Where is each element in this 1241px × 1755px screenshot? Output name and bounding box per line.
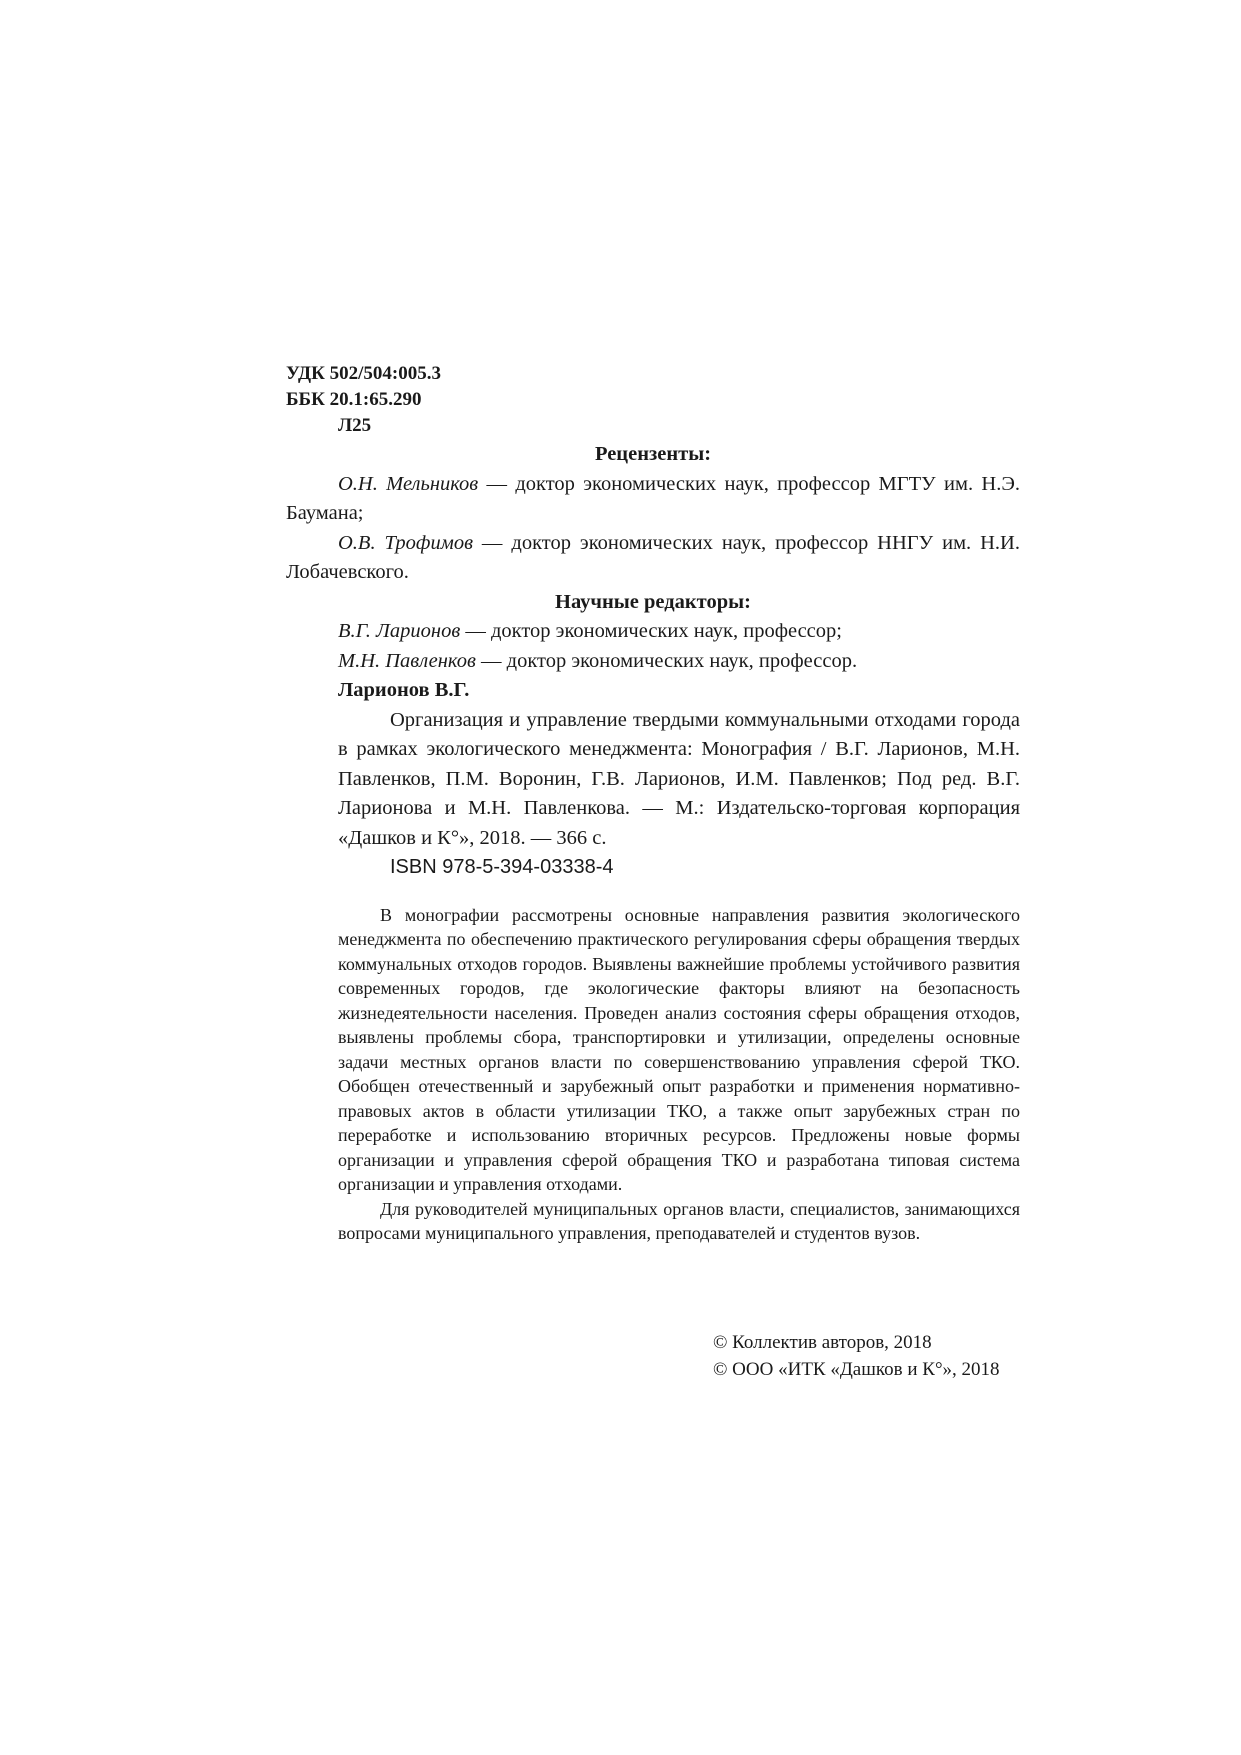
editor-name: В.Г. Ларионов [338, 620, 461, 642]
bibliography-entry: Организация и управление твердыми коммунальными отходами города в рамках экологического менеджмента: Монография / В.Г. Ларионов, М.Н. Павленков, П.М. Воронин, Г.В. Ларионов, И.М. Павленков; Под ред. В.Г. Ларионова и М.Н. Павленкова. — М.: Издательско-торговая корпорация «Дашков и К°», 2018. — 366 с. [338, 708, 1020, 849]
copyright-publisher: © ООО «ИТК «Дашков и К°», 2018 [713, 1359, 1000, 1380]
editor-entry [286, 647, 1020, 677]
reviewer-description: — доктор экономических наук, профессор ННГУ им. Н.И. Лобачевского. [286, 531, 1020, 583]
reviewer-entry [286, 529, 1020, 588]
reviewers-heading: Рецензенты: [594, 443, 712, 465]
copyright-authors: © Коллектив авторов, 2018 [713, 1332, 932, 1353]
isbn: ISBN 978-5-394-03338-4 [390, 856, 614, 878]
udk-code: УДК 502/504:005.3 [286, 363, 441, 384]
abstract [286, 903, 1020, 1246]
bbk-code: ББК 20.1:65.290 [286, 389, 422, 410]
editor-description: — доктор экономических наук, профессор. [475, 649, 858, 672]
bibliography-author: Ларионов В.Г. [338, 679, 470, 701]
classification-codes [286, 361, 441, 439]
reviewer-name: О.В. Трофимов [338, 531, 473, 554]
reviewer-name: О.Н. Мельников [338, 472, 479, 495]
reviewer-description: — доктор экономических наук, профессор МГТУ им. Н.Э. Баумана; [286, 472, 1020, 524]
editor-entry [286, 617, 1020, 647]
author-mark: Л25 [338, 415, 372, 436]
editors-heading: Научные редакторы: [555, 590, 751, 613]
editor-description: — доктор экономических наук, профессор; [460, 620, 842, 642]
abstract-paragraph: В монографии рассмотрены основные направления развития экологического менеджмента по обеспечению практического регулирования сферы обращения твердых коммунальных отходов городов. Выявлены важнейшие проблемы устойчивого развития современных городов, где экологические факторы влияют на безопасность жизнедеятельности населения. Проведен анализ состояния сферы обращения отходов, выявлены проблемы сбора, транспортировки и утилизации, определены основные задачи местных органов власти по совершенствованию управления сферой ТКО. Обобщен отечественный и зарубежный опыт разработки и применения нормативно-правовых актов в области утилизации ТКО, а также опыт зарубежных стран по переработке и использованию вторичных ресурсов. Предложены новые формы организации и управления сферой обращения ТКО и разработана типовая система организации и управления отходами. [338, 904, 1020, 1194]
abstract-paragraph: Для руководителей муниципальных органов власти, специалистов, занимающихся вопросами муниципального управления, преподавателей и студентов вузов. [338, 1198, 1020, 1243]
bibliography-block [286, 706, 1020, 854]
imprint-content [286, 440, 1020, 1246]
reviewer-entry [286, 470, 1020, 529]
copyright-block [713, 1329, 1000, 1383]
editor-name: М.Н. Павленков [338, 649, 476, 672]
